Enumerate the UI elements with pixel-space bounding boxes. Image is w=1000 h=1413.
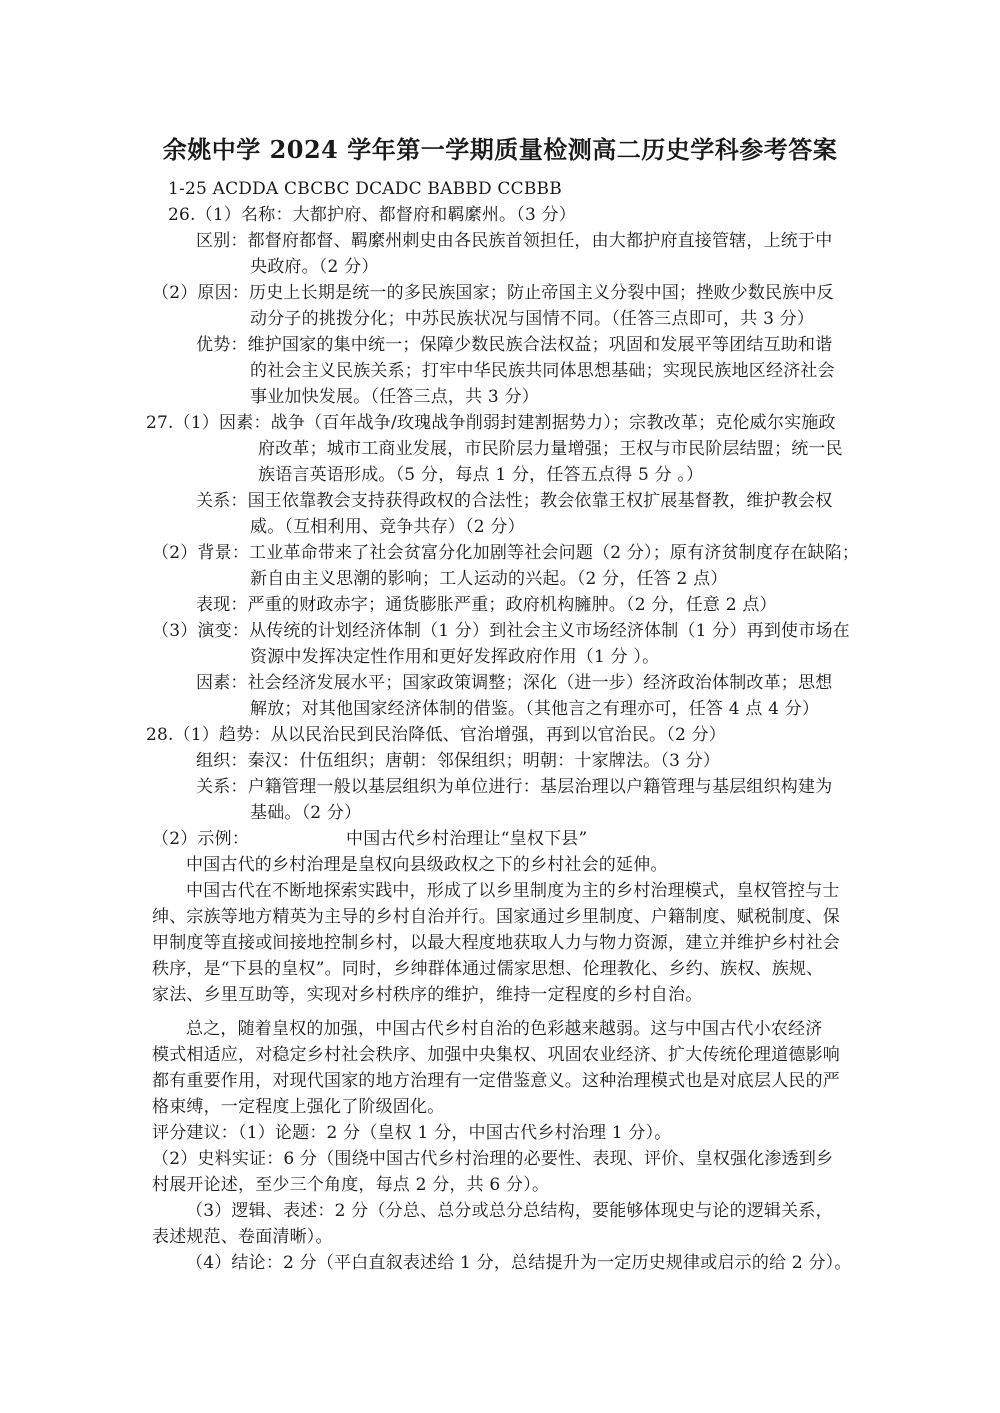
q27-line-8: 表现：严重的财政赤字；通货膨胀严重；政府机构臃肿。（2 分，任意 2 点） [196,595,777,615]
q27-line-9: （3）演变：从传统的计划经济体制（1 分）到社会主义市场经济体制（1 分）再到使市场在 [152,621,850,641]
q27-line-12: 解放；对其他国家经济体制的借鉴。（其他言之有理亦可，任答 4 点 4 分） [250,699,820,719]
q28-line-4: 基础。（2 分） [250,803,362,823]
essay-title: 中国古代乡村治理让“皇权下县” [346,829,588,849]
q28-line-3: 关系：户籍管理一般以基层组织为单位进行：基层治理以户籍管理与基层组织构建为 [196,777,833,797]
q28-line-2: 组织：秦汉：什伍组织；唐朝：邻保组织；明朝：十家牌法。（3 分） [196,751,721,771]
essay-paragraph-2-line-5: 家法、乡里互助等，实现对乡村秩序的维护，维持一定程度的乡村自治。 [152,985,703,1005]
q26-line-5: 动分子的挑拨分化；中苏民族状况与国情不同。（任答三点即可，共 3 分） [250,309,815,329]
q26-line-4: （2）原因：历史上长期是统一的多民族国家；防止帝国主义分裂中国；挫败少数民族中反 [152,283,834,303]
q27-line-6: （2）背景：工业革命带来了社会贫富分化加剧等社会问题（2 分）；原有济贫制度存在缺陷； [152,543,860,563]
grading-line-3b: 表述规范、卷面清晰）。 [152,1227,333,1247]
q26-line-8: 事业加快发展。（任答三点，共 3 分） [250,387,539,407]
choice-answers: 1-25 ACDDA CBCBC DCADC BABBD CCBBB [168,179,562,199]
essay-paragraph-3-line-3: 都有重要作用，对现代国家的地方治理有一定借鉴意义。这种治理模式也是对底层人民的严 [152,1071,840,1091]
q27-line-5: 威。（互相利用、竞争共存）（2 分） [250,517,525,537]
q28-line-1: 28.（1）趋势：从以民治民到民治降低、官治增强，再到以官治民。（2 分） [146,725,726,745]
q26-line-2: 区别：都督府都督、羁縻州刺史由各民族首领担任，由大都护府直接管辖，上统于中 [196,231,833,251]
grading-line-1: 评分建议：（1）论题：2 分（皇权 1 分，中国古代乡村治理 1 分）。 [152,1123,672,1143]
q28-example-label: （2）示例： [152,829,250,849]
q26-line-3: 央政府。（2 分） [250,257,379,277]
grading-line-2a: （2）史料实证：6 分（围绕中国古代乡村治理的必要性、表现、评价、皇权强化渗透到乡 [152,1149,834,1169]
q27-line-4: 关系：国王依靠教会支持获得政权的合法性；教会依靠王权扩展基督教，维护教会权 [196,491,833,511]
q27-line-1: 27.（1）因素：战争（百年战争/玫瑰战争削弱封建割据势力）；宗教改革；克伦威尔实施政 [146,413,836,433]
essay-paragraph-2-line-2: 绅、宗族等地方精英为主导的乡村自治并行。国家通过乡里制度、户籍制度、赋税制度、保 [152,907,840,927]
q27-line-10: 资源中发挥决定性作用和更好发挥政府作用（1 分 ）。 [250,647,660,667]
q26-line-1: 26.（1）名称：大都护府、都督府和羁縻州。（3 分） [168,205,576,225]
grading-line-4: （4）结论：2 分（平白直叙表述给 1 分，总结提升为一定历史规律或启示的给 2 分）。 [186,1253,852,1273]
essay-paragraph-3-line-2: 模式相适应，对稳定乡村社会秩序、加强中央集权、巩固农业经济、扩大传统伦理道德影响 [152,1045,840,1065]
q26-line-6: 优势：维护国家的集中统一；保障少数民族合法权益；巩固和发展平等团结互助和谐 [196,335,833,355]
essay-paragraph-3-line-4: 格束缚，一定程度上强化了阶级固化。 [152,1097,445,1117]
grading-line-3a: （3）逻辑、表述：2 分（分总、总分或总分总结构，要能够体现史与论的逻辑关系， [186,1201,833,1221]
q26-line-7: 的社会主义民族关系；打牢中华民族共同体思想基础；实现民族地区经济社会 [250,361,835,381]
essay-paragraph-2-line-3: 甲制度等直接或间接地控制乡村，以最大程度地获取人力与物力资源，建立并维护乡村社会 [152,933,840,953]
grading-line-2b: 村展开论述，至少三个角度，每点 2 分，共 6 分）。 [152,1175,550,1195]
page-title: 余姚中学 2024 学年第一学期质量检测高二历史学科参考答案 [162,135,838,164]
essay-paragraph-3-line-1: 总之，随着皇权的加强，中国古代乡村自治的色彩越来越弱。这与中国古代小农经济 [186,1019,823,1039]
q27-line-11: 因素：社会经济发展水平；国家政策调整；深化（进一步）经济政治体制改革；思想 [196,673,833,693]
q27-line-2: 府改革；城市工商业发展，市民阶层力量增强；王权与市民阶层结盟；统一民 [258,439,843,459]
essay-paragraph-1: 中国古代的乡村治理是皇权向县级政权之下的乡村社会的延伸。 [186,855,668,875]
q27-line-7: 新自由主义思潮的影响；工人运动的兴起。（2 分，任答 2 点） [250,569,728,589]
q27-line-3: 族语言英语形成。（5 分，每点 1 分，任答五点得 5 分 。） [258,465,704,485]
essay-paragraph-2-line-4: 秩序，是“下县的皇权”。同时，乡绅群体通过儒家思想、伦理教化、乡约、族权、族规、 [152,959,824,979]
essay-paragraph-2-line-1: 中国古代在不断地探索实践中，形成了以乡里制度为主的乡村治理模式，皇权管控与士 [186,881,840,901]
